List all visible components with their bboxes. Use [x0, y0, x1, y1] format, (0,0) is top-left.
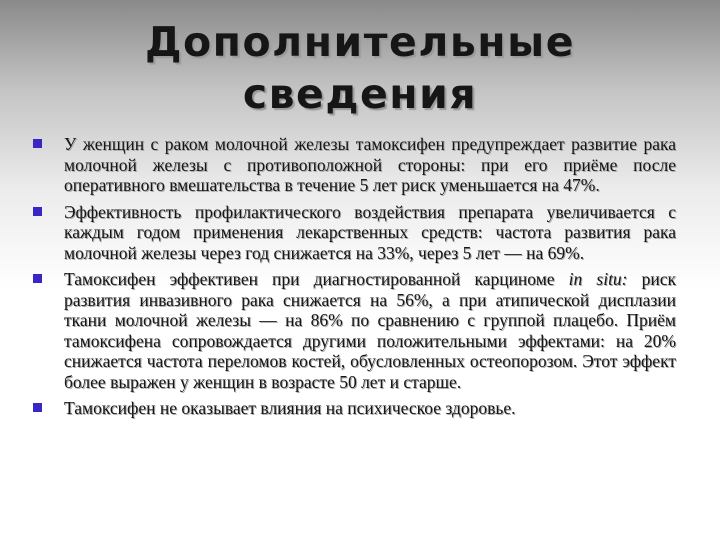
bullet-text-3-end: риск развития инвазивного рака снижается на 56%, а при атипической дисплазии ткани молочной железы — на 86% по сравнению с группой плацебо. Приём тамоксифена сопровождается другими положительными эффектами: на 20% снижается частота переломов костей, обусловленных остеопорозом. Этот эффект более выражен у женщин в возрасте 50 лет и старше.: [64, 269, 677, 392]
title-line-2: сведения: [242, 70, 478, 118]
title-line-1: Дополнительные: [145, 18, 575, 66]
bullet-text-2: Эффективность профилактического воздействия препарата увеличивается с каждым годом применения лекарственных средств: частота развития рака молочной железы через год снижается на 33%, через 5 лет — на 69%.: [64, 201, 676, 263]
square-bullet-icon: [33, 139, 42, 148]
bullet-item-1: [64, 134, 676, 196]
square-bullet-icon: [33, 274, 42, 283]
slide-title: [40, 16, 680, 120]
bullet-text-3: [64, 269, 676, 392]
bullet-item-4: [64, 398, 676, 419]
bullet-text-1: У женщин с раком молочной железы тамоксифен предупреждает развитие рака молочной железы с противоположной стороны: при его приёме после оперативного вмешательства в течение 5 лет риск уменьшается на 47%.: [64, 134, 676, 195]
bullet-list: [0, 134, 720, 425]
bullet-item-3: [64, 269, 676, 392]
bullet-text-3-latin-term: in situ:: [568, 269, 628, 289]
bullet-text-3-start: Тамоксифен эффективен при диагностированной карциноме: [64, 269, 569, 289]
bullet-item-2: [64, 202, 676, 264]
square-bullet-icon: [33, 403, 42, 412]
bullet-text-4: Тамоксифен не оказывает влияния на психическое здоровье.: [64, 398, 516, 418]
square-bullet-icon: [33, 207, 42, 216]
